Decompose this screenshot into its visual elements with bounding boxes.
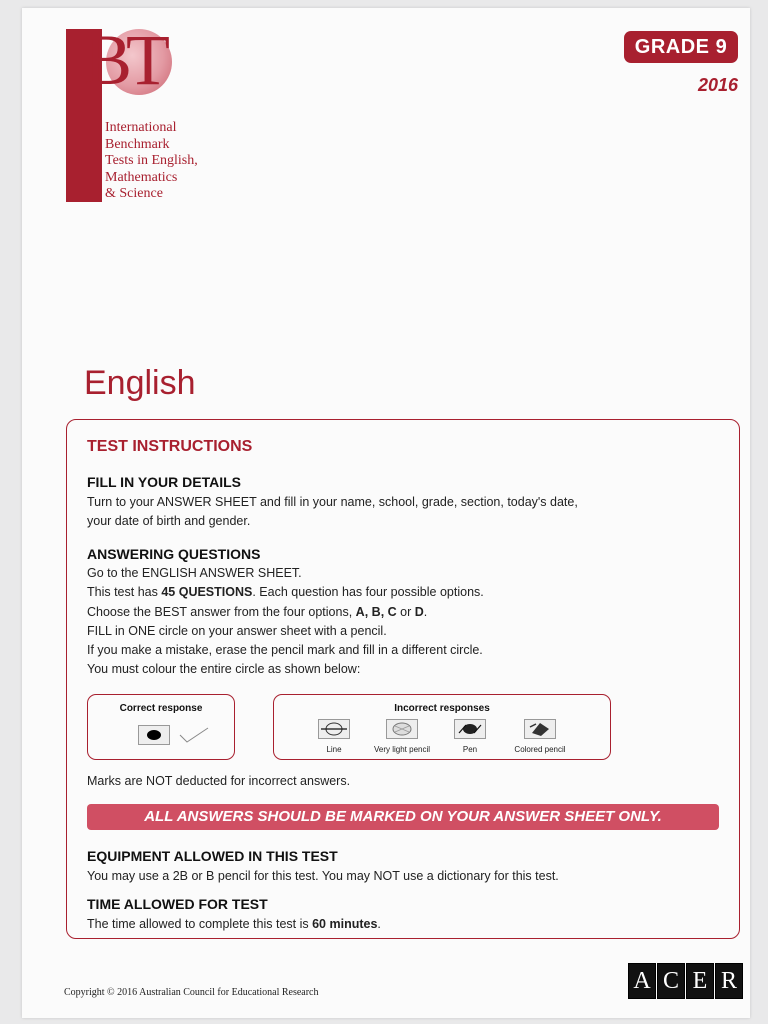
- acer-letter: C: [657, 963, 685, 999]
- text-line: [87, 915, 381, 934]
- correct-response-panel: [87, 694, 235, 760]
- text-line: FILL in ONE circle on your answer sheet with a pencil.: [87, 623, 387, 638]
- question-count: 45 QUESTIONS: [161, 585, 253, 600]
- fill-details-heading: FILL IN YOUR DETAILS: [87, 474, 242, 490]
- text-run: The time allowed to complete this test is: [87, 917, 313, 931]
- answer-sheet-banner: ALL ANSWERS SHOULD BE MARKED ON YOUR ANSWER SHEET ONLY.: [87, 804, 719, 830]
- answering-text: [87, 564, 484, 680]
- option-label: D: [414, 604, 424, 619]
- incorrect-responses-title: Incorrect responses: [394, 703, 490, 714]
- option-label: B: [371, 604, 381, 619]
- text-line: You must colour the entire circle as shown below:: [87, 662, 361, 677]
- incorrect-caption: Colored pencil: [514, 745, 566, 754]
- colored-pencil-mark-icon: [524, 719, 556, 739]
- logo-line: & Science: [105, 186, 163, 201]
- logo-line: Benchmark: [105, 136, 170, 152]
- logo-line: International: [105, 120, 177, 135]
- line-mark-icon: [318, 719, 350, 739]
- text-line: [87, 583, 484, 602]
- text-line: Marks are NOT deducted for incorrect answers.: [87, 774, 351, 788]
- text-run: .: [423, 604, 428, 619]
- text-line: You may use a 2B or B pencil for this test. You may NOT use a dictionary for this test.: [87, 869, 559, 883]
- copyright-notice: Copyright © 2016 Australian Council for Educational Research: [64, 987, 319, 998]
- text-run: . Each question has four possible options.: [252, 585, 484, 600]
- text-run: Choose the BEST answer from the four options,: [87, 604, 356, 619]
- marks-note: [87, 772, 350, 791]
- incorrect-responses-panel: [273, 694, 611, 760]
- text-line: Turn to your ANSWER SHEET and fill in your name, school, grade, section, today's date,: [87, 495, 578, 509]
- text-line: Go to the ENGLISH ANSWER SHEET.: [87, 566, 302, 580]
- logo-text: [105, 120, 198, 203]
- time-text: [87, 915, 381, 934]
- option-separator: or: [396, 604, 415, 619]
- time-heading: TIME ALLOWED FOR TEST: [87, 896, 268, 912]
- equipment-heading: EQUIPMENT ALLOWED IN THIS TEST: [87, 848, 338, 864]
- filled-bubble: [138, 725, 170, 745]
- acer-letter: E: [686, 963, 714, 999]
- logo-line: Tests in English,: [105, 153, 198, 168]
- grade-badge: GRADE 9: [624, 31, 738, 63]
- equipment-text: [87, 867, 559, 886]
- filled-circle-icon: [147, 730, 161, 740]
- option-label: C: [387, 604, 397, 619]
- instructions-title: TEST INSTRUCTIONS: [87, 438, 253, 455]
- text-line: your date of birth and gender.: [87, 514, 251, 529]
- logo-letters: BT: [84, 20, 165, 100]
- logo-line: Mathematics: [105, 169, 178, 185]
- test-instructions-box: [66, 419, 740, 939]
- pen-mark-icon: [454, 719, 486, 739]
- acer-letter: R: [715, 963, 743, 999]
- light-pencil-mark-icon: [386, 719, 418, 739]
- test-booklet-cover: [22, 8, 750, 1018]
- checkmark-icon: [178, 725, 210, 745]
- text-line: If you make a mistake, erase the pencil mark and fill in a different circle.: [87, 643, 483, 658]
- fill-details-text: [87, 493, 578, 532]
- incorrect-caption: Line: [326, 745, 342, 754]
- option-separator: ,: [380, 604, 388, 619]
- answering-heading: ANSWERING QUESTIONS: [87, 546, 261, 562]
- incorrect-caption: Very light pencil: [373, 745, 431, 754]
- text-line: [87, 603, 484, 622]
- grade-year: 2016: [697, 75, 738, 95]
- incorrect-caption: Pen: [462, 745, 478, 754]
- acer-logo: [628, 963, 744, 997]
- text-run: This test has: [87, 585, 162, 600]
- correct-response-title: Correct response: [119, 703, 203, 714]
- option-separator: ,: [364, 604, 372, 619]
- option-label: A: [355, 604, 365, 619]
- text-run: .: [377, 917, 381, 931]
- acer-letter: A: [628, 963, 656, 999]
- time-limit: 60 minutes: [312, 917, 378, 931]
- subject-title: English: [84, 364, 196, 402]
